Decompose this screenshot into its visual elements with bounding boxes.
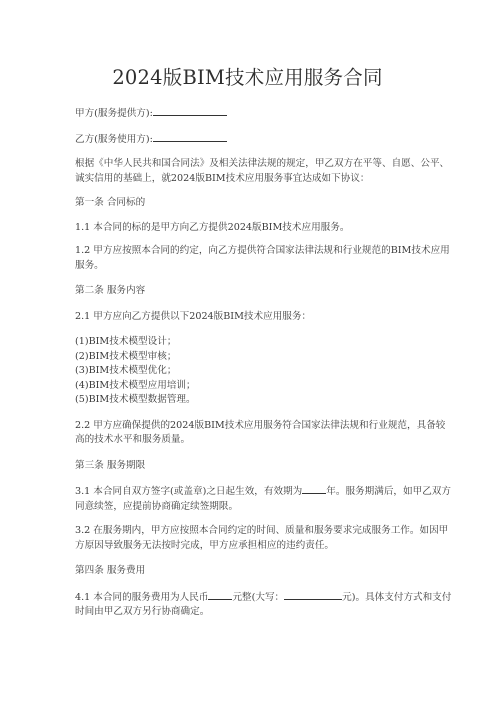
clause-4-1 (75, 590, 454, 620)
clause-3-1-text-a: 3.1 本合同自双方签字(或盖章)之日起生效，有效期为 (75, 486, 303, 497)
list-item: (2)BIM技术模型审核； (75, 350, 177, 362)
article-1-heading: 第一条 合同标的 (75, 197, 146, 208)
clause-3-2: 3.2 在服务期内，甲方应按照本合同约定的时间、质量和服务要求完成服务工作。如因甲方原因导致服务无法按时完成，甲方应承担相应的违约责任。 (75, 525, 449, 551)
clause-1-2: 1.2 甲方应按照本合同的约定，向乙方提供符合国家法律法规和行业规范的BIM技术应用服务。 (75, 245, 450, 271)
clause-4-1-text-b: 元整(大写： (232, 591, 285, 603)
clause-2-1: 2.1 甲方应向乙方提供以下2024版BIM技术应用服务： (75, 310, 312, 322)
list-item: (4)BIM技术模型应用培训； (75, 379, 196, 391)
party-a-blank (153, 106, 227, 116)
list-item: (1)BIM技术模型设计； (75, 336, 177, 347)
party-a-line (75, 106, 454, 122)
article-4-heading: 第四条 服务费用 (75, 565, 146, 576)
clause-3-1-text-b: 年。服务期满后，如甲乙双方同意续签，应提前协商确定续签期限。 (75, 486, 451, 512)
party-b-blank (153, 132, 227, 142)
clause-4-1-text-a: 4.1 本合同的服务费用为人民币 (75, 591, 209, 603)
party-a-label: 甲方(服务提供方): (75, 108, 153, 119)
list-item: (3)BIM技术模型优化； (75, 365, 177, 376)
article-2-heading: 第二条 服务内容 (75, 285, 146, 296)
service-items-list (75, 335, 454, 408)
preamble: 根据《中华人民共和国合同法》及相关法律法规的规定，甲乙双方在平等、自愿、公平、诚实信用的基础上，就2024版BIM技术应用服务事宜达成如下协议： (75, 158, 450, 184)
clause-3-1 (75, 484, 454, 514)
clause-1-1: 1.1 本合同的标的是甲方向乙方提供2024版BIM技术应用服务。 (75, 221, 350, 233)
clause-2-2: 2.2 甲方应确保提供的2024版BIM技术应用服务符合国家法律法规和行业规范，具备较高的技术水平和服务质量。 (75, 419, 446, 445)
contract-title: 2024版BIM技术应用服务合同 (112, 66, 383, 89)
clause-4-1-text-c: 元)。具体支付方式和支付时间由甲乙双方另行协商确定。 (75, 591, 452, 617)
fee-uppercase-blank (284, 590, 342, 600)
list-item: (5)BIM技术模型数据管理。 (75, 394, 196, 405)
term-years-blank (302, 484, 326, 494)
fee-amount-blank (208, 590, 232, 600)
article-3-heading: 第三条 服务期限 (75, 459, 146, 471)
party-b-line (75, 132, 454, 148)
party-b-label: 乙方(服务使用方): (75, 133, 153, 145)
